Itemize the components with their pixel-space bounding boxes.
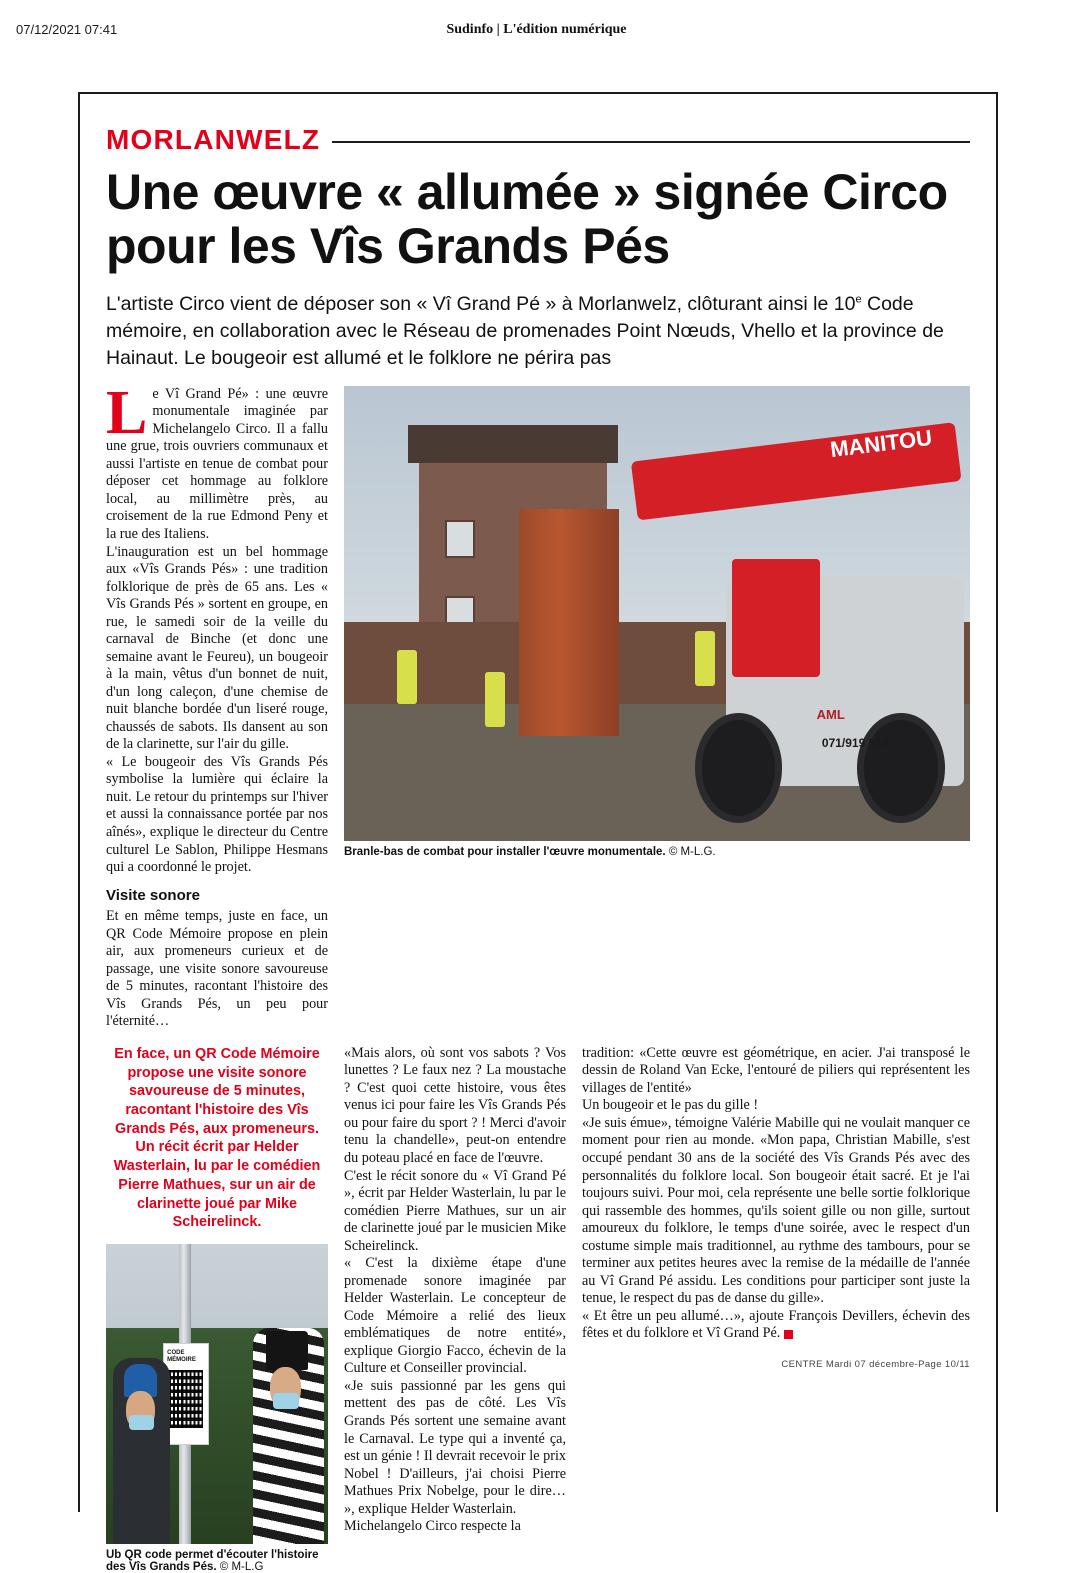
main-photo-block — [344, 386, 970, 1031]
column-4-paragraph-2: Un bougeoir et le pas du gille ! — [582, 1097, 759, 1114]
column-1-paragraph-3: « Le bougeoir des Vîs Grands Pés symbolise la lumière qui éclaire la nuit. Le retour du printemps sur l'hiver et aussi la connaissance portée par nos aînés», explique le directeur du Centre culturel Le Sablon, Philippe Hesmans qui a coordonné le projet. — [106, 753, 328, 876]
section-kicker: MORLANWELZ — [106, 124, 321, 155]
column-1-paragraph-1 — [106, 378, 328, 544]
standfirst — [106, 291, 970, 372]
photo-qr-caption — [106, 1549, 328, 1573]
photo-worker — [485, 672, 505, 727]
photo-worker — [695, 631, 715, 686]
subheading-visite-sonore: Visite sonore — [106, 886, 200, 904]
standfirst-part1: L'artiste Circo vient de déposer son « Vî Grand Pé » à Morlanwelz, clôturant ainsi le 10 — [106, 293, 856, 315]
photo-top-hat — [266, 1331, 308, 1370]
crane-phone-label: 071/919 919 — [821, 735, 889, 750]
column-3-paragraph-5: Michelangelo Circo respecte la — [344, 1518, 521, 1535]
end-mark — [784, 1330, 793, 1339]
photo-crane-wheel — [695, 713, 783, 822]
drop-cap: L — [106, 378, 148, 447]
qr-sign-label: CODE MÉMOIRE — [167, 1350, 196, 1363]
folio-line: CENTRE Mardi 07 décembre-Page 10/11 — [781, 1359, 970, 1371]
standfirst-part2: Code mémoire, en collaboration avec le Réseau de promenades Point Nœuds, Vhello et la province de Hainaut. Le bougeoir est allumé et le folklore ne périra pas — [106, 293, 944, 369]
caption-text: Ub QR code permet d'écouter l'histoire des Vîs Grands Pés. — [106, 1549, 319, 1573]
article-sheet — [78, 92, 998, 1573]
column-1 — [106, 378, 328, 1031]
photo-steel-sculpture — [519, 509, 619, 737]
column-3 — [344, 1045, 566, 1573]
column-3-paragraph-4: «Je suis passionné par les gens qui mettent des pas de côté. Les Vîs Grands Pés sortent une semaine avant le Carnaval. Le type qui a inventé ça, est un génie ! Il devrait recevoir le prix Nobel ! D'ailleurs, j'ai choisi Pierre Mathues Prix Nobelge, pour le dire… », explique Helder Wasterlain. — [344, 1377, 566, 1517]
photo-crane-cab — [732, 559, 820, 677]
column-4-paragraph-4 — [582, 1308, 970, 1343]
column-1-paragraph-1-text: e Vî Grand Pé» : une œuvre monumentale imaginée par Michelangelo Circo. Il a fallu une grue, trois ouvriers communaux et aussi l'artiste en tenue de combat pour déposer cet hommage au folklore local, au millimètre près, au croisement de la rue Edmond Peny et la rue des Italiens. — [106, 385, 328, 542]
standfirst-ordinal: e — [855, 293, 862, 306]
page-title: Une œuvre « allumée » signée Circo pour les Vîs Grands Pés — [106, 164, 948, 274]
column-1-paragraph-4: Et en même temps, juste en face, un QR Code Mémoire propose en plein air, aux promeneurs curieux et de passage, une visite sonore savoureuse de 5 minutes, racontant l'histoire des Vîs Grands Pés, un peu pour l'éternité… — [106, 908, 328, 1030]
photo-worker — [397, 650, 417, 705]
crane-sub-brand-label: AML — [816, 707, 845, 723]
kicker-rule — [332, 141, 970, 143]
column-1-paragraph-2: L'inauguration est un bel hommage aux «Vîs Grands Pés» : une tradition folklorique de près de 65 ans. Les « Vîs Grands Pés » sortent en groupe, en rue, le samedi soir de la veille du carnaval de Binche (et donc une semaine avant le Feureu), un bougeoir à la main, vêtus d'un bonnet de nuit, d'un long caleçon, d'une chemise de nuit blanche bordée d'un liseré rouge, chaussés de sabots. Ils dansent au son de la clarinette, sur l'air du gille. — [106, 543, 328, 753]
page-header — [0, 22, 1073, 46]
folio-wrap — [582, 1351, 970, 1369]
column-3-paragraph-2: C'est le récit sonore du « Vî Grand Pé », écrit par Helder Wasterlain, lu par le comédien Pierre Mathues, sur un air de clarinette joué par le musicien Mike Scheirelinck. — [344, 1167, 566, 1254]
caption-credit: © M-L.G — [219, 1561, 264, 1573]
qr-code-graphic — [169, 1370, 203, 1428]
caption-credit: © M-L.G. — [668, 845, 716, 858]
column-4-paragraph-3: «Je suis émue», témoigne Valérie Mabille qui ne voulait manquer ce moment pour rien au monde. «Mon papa, Christian Mabille, s'est occupé pendant 30 ans de la société des Vîs Grands Pés avec des personnalités du folklore local. Son bougeoir était sacré. Et je l'ai toujours suivi. Pour moi, cela représente une belle sortie folklorique qui rassemble des hommes, qu'ils soient gille ou non gille, surtout amoureux du folklore, le temps d'une soirée, avec le respect d'un costume simple mais traditionnel, au rythme des tambours, pour se terminer aux petites heures avec la remise de la médaille de l'année au Vî Grand Pé assidu. Les conditions pour participer sont juste la tenue, le respect du pas de danse du gille». — [582, 1114, 970, 1307]
photo-face-mask-right — [273, 1393, 300, 1410]
photo-face-mask-left — [129, 1415, 153, 1430]
column-3-paragraph-3: « C'est la dixième étape d'une promenade sonore imaginée par Helder Wasterlain. Le concepteur de Code Mémoire a relié des lieux emblématiques de notre entité», explique Giorgio Facco, échevin de la Culture et Conseiller provincial. — [344, 1255, 566, 1377]
caption-text: Branle-bas de combat pour installer l'œuvre monumentale. — [344, 845, 666, 858]
photo-crane-wheel — [857, 713, 945, 822]
photo-installation — [344, 386, 970, 841]
column-4-paragraph-4-text: « Et être un peu allumé…», ajoute François Devillers, échevin des fêtes et du folklore et Vî Grand Pé. — [582, 1307, 970, 1342]
photo-house-window — [445, 520, 475, 558]
print-timestamp: 07/12/2021 07:41 — [16, 22, 118, 37]
crane-brand-label: MANITOU — [828, 425, 934, 463]
lower-body-grid — [106, 1045, 970, 1573]
pull-quote: En face, un QR Code Mémoire propose une visite sonore savoureuse de 5 minutes, racontant l'histoire des Vîs Grands Pés, aux promeneurs. Un récit écrit par Helder Wasterlain, lu par le comédien Pierre Mathues, sur un air de clarinette joué par Mike Scheirelinck. — [113, 1045, 321, 1231]
photo-house-roof — [408, 425, 618, 463]
column-2 — [106, 1045, 328, 1573]
column-4-paragraph-1: tradition: «Cette œuvre est géométrique, en acier. J'ai transposé le dessin de Roland Van Ecke, l'entouré de piliers qui représentent les villages de l'entité» — [582, 1044, 970, 1096]
photo-qr-code-scene — [106, 1244, 328, 1544]
kicker-row — [106, 124, 970, 156]
upper-body-grid — [106, 378, 970, 1031]
photo-installation-caption — [344, 846, 970, 858]
column-3-paragraph-1: «Mais alors, où sont vos sabots ? Vos lunettes ? Le faux nez ? La moustache ? C'est quoi cette histoire, vous êtes venus ici pour faire les Vîs Grands Pés ou pour faire du sport ? ! Merci d'avoir tenu la chandelle», peut-on entendre du poteau placé en face de l'œuvre. — [344, 1044, 566, 1167]
masthead-title: Sudinfo | L'édition numérique — [446, 22, 627, 37]
column-4 — [582, 1045, 970, 1573]
